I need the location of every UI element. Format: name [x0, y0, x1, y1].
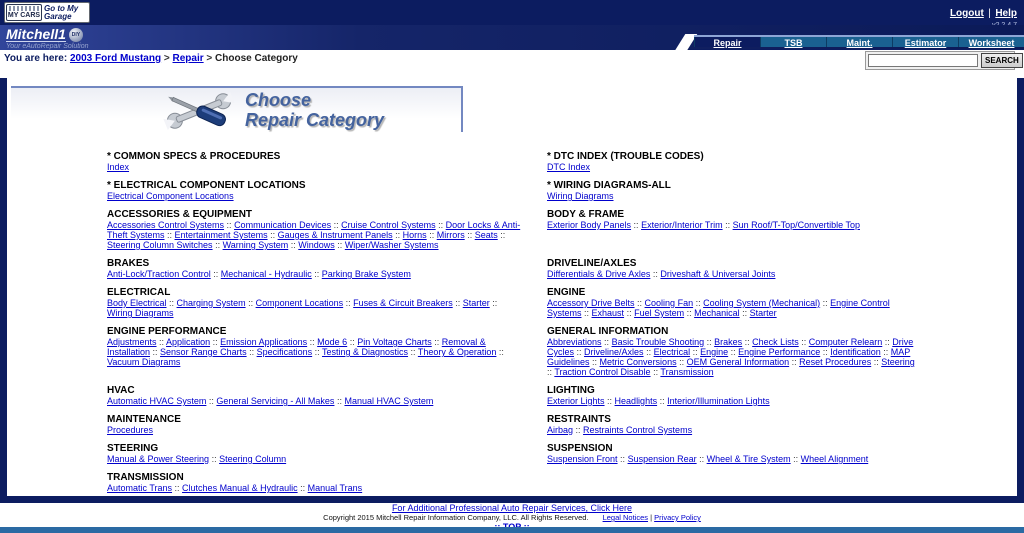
link-separator: ::: [617, 454, 628, 464]
link-separator: ::: [496, 347, 504, 357]
category-link[interactable]: Exhaust: [591, 308, 625, 318]
category-link[interactable]: Removal & Installation: [107, 337, 486, 357]
breadcrumb-repair-link[interactable]: Repair: [172, 53, 204, 64]
category-cell: [547, 415, 919, 435]
category-heading: MAINTENANCE: [107, 414, 181, 425]
category-link[interactable]: Steering: [881, 357, 915, 367]
footer-bottom-bar: [0, 527, 1024, 533]
category-row: [107, 152, 1017, 172]
category-cell: [107, 210, 547, 250]
category-link[interactable]: Traction Control Disable: [554, 367, 651, 377]
link-separator: ::: [212, 240, 223, 250]
category-link[interactable]: Electrical: [653, 347, 691, 357]
category-link[interactable]: Communication Devices: [234, 220, 332, 230]
category-link[interactable]: Anti-Lock/Traction Control: [107, 269, 211, 279]
category-links: [107, 396, 522, 406]
category-link[interactable]: Wiring Diagrams: [107, 308, 174, 318]
category-link[interactable]: DTC Index: [547, 162, 591, 172]
category-row: [107, 288, 1017, 318]
category-link[interactable]: Exterior/Interior Trim: [641, 220, 723, 230]
category-heading: LIGHTING: [547, 385, 595, 396]
category-cell: [547, 473, 919, 493]
link-separator: ::: [464, 230, 475, 240]
category-link[interactable]: Automatic HVAC System: [107, 396, 207, 406]
category-heading: RESTRAINTS: [547, 414, 611, 425]
category-link[interactable]: Component Locations: [255, 298, 344, 308]
category-cell: [107, 473, 547, 493]
diy-badge-icon: DIY: [69, 28, 83, 42]
category-link[interactable]: Mechanical - Hydraulic: [220, 269, 312, 279]
category-link[interactable]: General Servicing - All Makes: [216, 396, 335, 406]
category-link[interactable]: Wiring Diagrams: [547, 191, 614, 201]
category-link[interactable]: Accessory Drive Belts: [547, 298, 635, 308]
category-link[interactable]: Horns: [402, 230, 427, 240]
my-garage-button[interactable]: [4, 2, 90, 23]
link-separator: ::: [288, 240, 299, 250]
main-tabs: [694, 35, 1024, 47]
link-separator: ::: [150, 347, 161, 357]
category-links: [547, 454, 919, 464]
category-link[interactable]: Restraints Control Systems: [583, 425, 693, 435]
category-link[interactable]: Accessories Control Systems: [107, 220, 225, 230]
plate-decoration: [9, 6, 39, 11]
category-link[interactable]: Clutches Manual & Hydraulic: [182, 483, 298, 493]
link-separator: ::: [489, 298, 498, 308]
category-link[interactable]: Windows: [298, 240, 335, 250]
category-link[interactable]: MAP Guidelines: [547, 347, 911, 367]
link-separator: ::: [880, 347, 891, 357]
logo-tagline: Your eAutoRepair Solution: [6, 43, 89, 50]
search-panel: [865, 51, 1019, 70]
category-cell: [107, 259, 547, 279]
search-button[interactable]: SEARCH: [981, 53, 1023, 68]
category-cell: [107, 181, 547, 201]
link-separator: ::: [307, 337, 318, 347]
help-link[interactable]: Help: [995, 8, 1017, 19]
category-link[interactable]: Wiper/Washer Systems: [344, 240, 439, 250]
category-link[interactable]: Body Electrical: [107, 298, 167, 308]
category-cell: [547, 259, 919, 279]
link-separator: ::: [297, 483, 308, 493]
category-link[interactable]: Exterior Lights: [547, 396, 605, 406]
privacy-policy-link[interactable]: Privacy Policy: [654, 513, 701, 522]
category-link[interactable]: Vacuum Diagrams: [107, 357, 181, 367]
license-plate-icon: [6, 4, 42, 21]
link-separator: ::: [267, 230, 278, 240]
link-separator: ::: [650, 269, 661, 279]
category-link[interactable]: Door Locks & Anti-Theft Systems: [107, 220, 521, 240]
page-title-block: [11, 86, 463, 132]
category-link[interactable]: Driveline/Axles: [584, 347, 644, 357]
link-separator: ::: [690, 347, 701, 357]
link-separator: ::: [172, 483, 183, 493]
category-link[interactable]: Differentials & Drive Axles: [547, 269, 651, 279]
category-link[interactable]: Pin Voltage Charts: [357, 337, 432, 347]
category-cell: [107, 386, 547, 406]
category-link[interactable]: Computer Relearn: [808, 337, 883, 347]
category-cell: [547, 288, 919, 318]
logout-link[interactable]: Logout: [949, 8, 984, 19]
category-link[interactable]: Steering Column Switches: [107, 240, 213, 250]
category-links: [547, 162, 919, 172]
category-link[interactable]: Parking Brake System: [321, 269, 411, 279]
link-separator: ::: [334, 396, 345, 406]
category-link[interactable]: Mirrors: [436, 230, 465, 240]
garage-label: Go to My Garage: [44, 4, 79, 21]
category-row: [107, 210, 1017, 250]
category-link[interactable]: Manual HVAC System: [344, 396, 434, 406]
category-heading: STEERING: [107, 443, 159, 454]
link-separator: ::: [343, 298, 354, 308]
category-links: [547, 191, 919, 201]
category-link[interactable]: Gauges & Instrument Panels: [277, 230, 393, 240]
category-links: [547, 298, 919, 318]
tab-tsb[interactable]: TSB: [760, 37, 826, 47]
category-link[interactable]: Metric Conversions: [599, 357, 677, 367]
category-heading: GENERAL INFORMATION: [547, 326, 669, 337]
category-row: [107, 444, 1017, 464]
category-heading: * DTC INDEX (TROUBLE CODES): [547, 151, 704, 162]
category-link[interactable]: Emission Applications: [220, 337, 308, 347]
category-link[interactable]: Mode 6: [317, 337, 348, 347]
additional-services-link[interactable]: For Additional Professional Auto Repair Services, Click Here: [391, 503, 633, 513]
category-link[interactable]: Engine Performance: [738, 347, 821, 357]
link-separator: ::: [311, 269, 322, 279]
category-cell: [547, 386, 919, 406]
category-link[interactable]: Cruise Control Systems: [341, 220, 436, 230]
category-links: [547, 269, 919, 279]
link-separator: ::: [166, 298, 177, 308]
link-separator: ::: [650, 367, 661, 377]
link-separator: ::: [742, 337, 753, 347]
category-heading: TRANSMISSION: [107, 472, 184, 483]
brand-logo: [6, 27, 89, 50]
copyright-text: Copyright 2015 Mitchell Repair Information Company, LLC. All Rights Reserved.: [323, 513, 589, 522]
link-separator: ::: [574, 347, 585, 357]
category-links: [547, 220, 919, 230]
category-links: [107, 337, 522, 367]
category-link[interactable]: Fuel System: [634, 308, 685, 318]
link-separator: ::: [601, 337, 612, 347]
content-frame: [0, 78, 1024, 496]
category-links: [107, 483, 522, 493]
link-separator: ::: [739, 308, 750, 318]
category-links: [107, 454, 522, 464]
link-separator: ::: [882, 337, 893, 347]
breadcrumb-separator: >: [163, 53, 170, 64]
category-link[interactable]: Starter: [462, 298, 490, 308]
category-link[interactable]: Electrical Component Locations: [107, 191, 234, 201]
footer-top-bar: [0, 496, 1024, 503]
category-link[interactable]: Mechanical: [694, 308, 740, 318]
link-separator: ::: [206, 396, 217, 406]
category-link[interactable]: Application: [166, 337, 211, 347]
category-heading: ENGINE PERFORMANCE: [107, 326, 227, 337]
link-separator: ::: [728, 347, 739, 357]
link-separator: ::: [210, 269, 221, 279]
link-separator: ::: [696, 454, 707, 464]
link-separator: ::: [643, 347, 654, 357]
category-heading: ENGINE: [547, 287, 586, 298]
search-input[interactable]: [868, 54, 978, 67]
category-links: [107, 298, 522, 318]
category-cell: [107, 288, 547, 318]
category-link[interactable]: Entertainment Systems: [174, 230, 268, 240]
category-link[interactable]: Abbreviations: [547, 337, 602, 347]
category-heading: HVAC: [107, 385, 135, 396]
link-separator: ::: [693, 298, 704, 308]
link-separator: ::: [604, 396, 615, 406]
category-link[interactable]: Engine: [700, 347, 729, 357]
category-link[interactable]: Suspension Front: [547, 454, 618, 464]
category-link[interactable]: Wheel & Tire System: [706, 454, 791, 464]
categories: [107, 152, 1017, 493]
category-link[interactable]: Steering Column: [219, 454, 287, 464]
link-separator: ::: [790, 454, 801, 464]
category-heading: ELECTRICAL: [107, 287, 171, 298]
link-separator: ::: [392, 230, 403, 240]
category-link[interactable]: Sensor Range Charts: [160, 347, 247, 357]
category-link[interactable]: Manual & Power Steering: [107, 454, 210, 464]
category-link[interactable]: Identification: [830, 347, 881, 357]
category-link[interactable]: Driveshaft & Universal Joints: [660, 269, 776, 279]
link-separator: ::: [426, 230, 437, 240]
category-cell: [547, 327, 919, 377]
link-separator: ::: [798, 337, 809, 347]
link-separator: ::: [820, 298, 831, 308]
category-link[interactable]: Fuses & Circuit Breakers: [353, 298, 453, 308]
category-link[interactable]: Brakes: [714, 337, 743, 347]
link-separator: ::: [573, 425, 584, 435]
category-row: [107, 415, 1017, 435]
link-separator: ::: [676, 357, 687, 367]
category-link[interactable]: OEM General Information: [686, 357, 790, 367]
link-separator: ::: [581, 308, 592, 318]
tab-maint[interactable]: Maint.: [826, 37, 892, 47]
link-separator: ::: [331, 220, 342, 230]
category-link[interactable]: Sun Roof/T-Top/Convertible Top: [732, 220, 860, 230]
category-link[interactable]: Engine Control Systems: [547, 298, 890, 318]
tab-estimator[interactable]: Estimator: [892, 37, 958, 47]
category-heading: SUSPENSION: [547, 443, 613, 454]
category-link[interactable]: Testing & Diagnostics: [321, 347, 409, 357]
tab-repair[interactable]: Repair: [694, 37, 760, 47]
link-separator: ::: [624, 308, 635, 318]
category-link[interactable]: Automatic Trans: [107, 483, 173, 493]
category-row: [107, 386, 1017, 406]
link-separator: ::: [164, 230, 175, 240]
category-heading: BRAKES: [107, 258, 150, 269]
category-cell: [107, 327, 547, 377]
link-separator: ::: [820, 347, 831, 357]
link-separator: ::: [435, 220, 446, 230]
link-separator: ::: [547, 367, 555, 377]
category-link[interactable]: Transmission: [660, 367, 714, 377]
breadcrumb-vehicle-link[interactable]: 2003 Ford Mustang: [69, 53, 162, 64]
category-link[interactable]: Charging System: [176, 298, 246, 308]
category-row: [107, 327, 1017, 377]
footer: [0, 503, 1024, 527]
category-links: [107, 269, 522, 279]
link-separator: ::: [408, 347, 418, 357]
footer-divider: |: [650, 513, 653, 522]
category-heading: BODY & FRAME: [547, 209, 625, 220]
link-separator: ::: [452, 298, 463, 308]
link-separator: ::: [334, 240, 345, 250]
category-heading: * ELECTRICAL COMPONENT LOCATIONS: [107, 180, 306, 191]
link-separator: ::: [722, 220, 733, 230]
category-links: [107, 191, 522, 201]
category-link[interactable]: Reset Procedures: [799, 357, 872, 367]
category-link[interactable]: Exterior Body Panels: [547, 220, 632, 230]
link-separator: ::: [631, 220, 642, 230]
category-cell: [107, 152, 547, 172]
logo-text: Mitchell1: [6, 26, 66, 42]
category-links: [547, 396, 919, 406]
category-link[interactable]: Starter: [749, 308, 777, 318]
category-link[interactable]: Adjustments: [107, 337, 157, 347]
category-link[interactable]: Manual Trans: [307, 483, 363, 493]
link-separator: ::: [210, 337, 221, 347]
tab-worksheet[interactable]: Worksheet: [958, 37, 1024, 47]
link-divider: |: [988, 8, 991, 19]
category-row: [107, 259, 1017, 279]
category-cell: [547, 444, 919, 464]
breadcrumb: [4, 53, 298, 64]
link-separator: ::: [246, 347, 257, 357]
link-separator: ::: [431, 337, 442, 347]
link-separator: ::: [634, 298, 645, 308]
category-link[interactable]: Procedures: [107, 425, 154, 435]
category-links: [547, 425, 919, 435]
category-link[interactable]: Basic Trouble Shooting: [611, 337, 705, 347]
plate-label: MY CARS: [7, 12, 41, 19]
link-separator: ::: [347, 337, 358, 347]
link-separator: ::: [589, 357, 600, 367]
category-row: [107, 473, 1017, 493]
link-separator: ::: [497, 230, 506, 240]
category-cell: [547, 181, 919, 201]
category-link[interactable]: Theory & Operation: [417, 347, 497, 357]
category-cell: [107, 444, 547, 464]
category-link[interactable]: Headlights: [614, 396, 658, 406]
link-separator: ::: [657, 396, 668, 406]
breadcrumb-prefix: You are here:: [4, 53, 68, 64]
link-separator: ::: [312, 347, 322, 357]
category-cell: [547, 152, 919, 172]
category-link[interactable]: Wheel Alignment: [800, 454, 869, 464]
category-link[interactable]: Drive Cycles: [547, 337, 914, 357]
category-heading: * WIRING DIAGRAMS-ALL: [547, 180, 671, 191]
category-links: [107, 162, 522, 172]
breadcrumb-current: Choose Category: [215, 53, 298, 64]
category-link[interactable]: Cooling Fan: [644, 298, 694, 308]
category-links: [107, 220, 522, 250]
category-link[interactable]: Index: [107, 162, 130, 172]
category-heading: ACCESSORIES & EQUIPMENT: [107, 209, 253, 220]
legal-notices-link[interactable]: Legal Notices: [602, 513, 649, 522]
link-separator: ::: [156, 337, 167, 347]
top-bar: [0, 0, 1024, 25]
category-heading: DRIVELINE/AXLES: [547, 258, 637, 269]
link-separator: ::: [704, 337, 715, 347]
category-cell: [107, 415, 547, 435]
crossed-tools-icon: [161, 90, 237, 132]
category-links: [547, 337, 919, 377]
category-link[interactable]: Suspension Rear: [627, 454, 697, 464]
breadcrumb-separator: >: [206, 53, 213, 64]
category-cell: [547, 210, 919, 250]
category-link[interactable]: Interior/Illumination Lights: [667, 396, 770, 406]
link-separator: ::: [245, 298, 256, 308]
category-link[interactable]: Specifications: [256, 347, 313, 357]
link-separator: ::: [871, 357, 882, 367]
category-links: [107, 425, 522, 435]
category-row: [107, 181, 1017, 201]
category-heading: * COMMON SPECS & PROCEDURES: [107, 151, 281, 162]
category-link[interactable]: Airbag: [547, 425, 574, 435]
link-separator: ::: [684, 308, 695, 318]
category-link[interactable]: Seats: [474, 230, 498, 240]
link-separator: ::: [789, 357, 800, 367]
category-link[interactable]: Warning System: [222, 240, 289, 250]
link-separator: ::: [209, 454, 220, 464]
link-separator: ::: [224, 220, 235, 230]
category-link[interactable]: Cooling System (Mechanical): [703, 298, 821, 308]
page-title: Choose Repair Category: [245, 90, 385, 130]
category-link[interactable]: Check Lists: [752, 337, 799, 347]
